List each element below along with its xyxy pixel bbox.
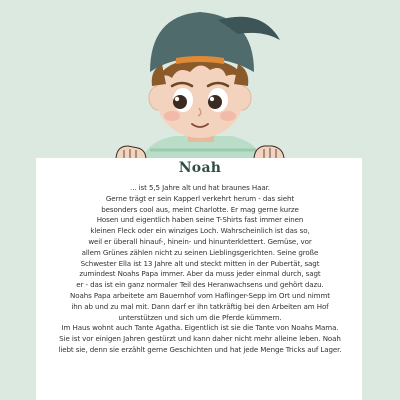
bio-line: ihn ab und zu mal mit. Dann darf er ihn tatkräftig bei den Arbeiten am Hof — [71, 301, 329, 311]
bio-line: Schwester Ella ist 13 Jahre alt und steckt mitten in der Pubertät, sagt — [80, 258, 320, 268]
bio-text — [36, 183, 364, 356]
bio-line: kleinen Fleck oder ein winziges Loch. Wahrscheinlich ist das so, — [90, 226, 310, 236]
bio-line: Gerne trägt er sein Kapperl verkehrt herum - das sieht — [105, 193, 295, 203]
bio-line: Im Haus wohnt auch Tante Agatha. Eigentlich ist sie die Tante von Noahs Mama. — [61, 323, 339, 333]
bio-line: zumindest Noahs Papa immer. Aber da muss jeder einmal durch, sagt — [79, 269, 321, 279]
bio-line: Hosen und eigentlich haben seine T-Shirts fast immer einen — [96, 215, 304, 225]
bio-line: Noahs Papa arbeitete am Bauernhof vom Haflinger-Sepp im Ort und nimmt — [70, 290, 330, 300]
bio-line: unterstützen und sich um die Pferde kümmern. — [118, 312, 282, 322]
bio-line: weil er überall hinauf-, hinein- und hinunterklettert. Gemüse, vor — [88, 236, 312, 246]
bio-line: besonders cool aus, meint Charlotte. Er mag gerne kurze — [101, 204, 299, 214]
bio-line: allem Grünes zählen nicht zu seinen Lieblingsgerichten. Seine große — [81, 247, 319, 257]
bio-line: Sie ist vor einigen Jahren gestürzt und kann daher nicht mehr alleine leben. Noah — [59, 334, 341, 344]
bio-line: ... ist 5,5 Jahre alt und hat braunes Haar. — [130, 183, 270, 192]
bio-line: liebt sie, denn sie erzählt gerne Geschichten und hat jede Menge Tricks auf Lager. — [58, 344, 342, 354]
bio-line: er - das ist ein ganz normaler Teil des Heranwachsens und gehört dazu. — [76, 280, 324, 290]
card-title: Noah — [178, 160, 222, 176]
